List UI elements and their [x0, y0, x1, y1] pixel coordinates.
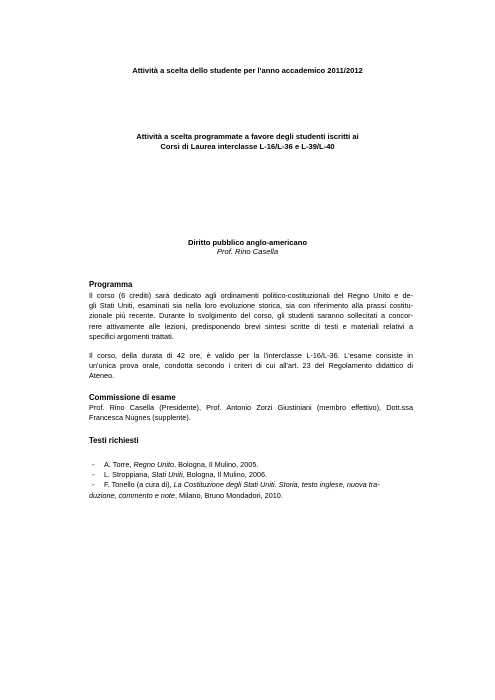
subtitle-line-1: Attività a scelta programmate a favore degli studenti iscritti ai [136, 132, 359, 141]
programma-p1-line: zionale più recente. Durante lo svolgimento del corso, gli studenti saranno sollecitati a concor- [89, 311, 413, 321]
programma-p2-line: Il corso, della durata di 42 ore, è valido per la l'interclasse L-16/L-36. L'esame consiste in [89, 351, 413, 360]
programma-p2-line: un'unica prova orale, condotta secondo i criteri di cui all'art. 23 del Regolamento didattico di [89, 361, 413, 371]
programma-p2-line: Ateneo. [89, 371, 115, 381]
book-author: L. Stroppiana, [104, 470, 152, 480]
testi-heading: Testi richiesti [89, 436, 139, 445]
programma-paragraph-2 [89, 351, 413, 382]
list-item [89, 470, 415, 480]
commissione-heading: Commissione di esame [89, 393, 176, 402]
list-dash: - [92, 460, 95, 469]
programma-heading: Programma [89, 280, 133, 289]
list-dash: - [92, 470, 95, 480]
programma-p1-line: gli Stati Uniti, esaminati sia nella loro evoluzione storica, sia con riferimento alla prassi costitu- [89, 301, 413, 311]
course-professor: Prof. Rino Casella [216, 247, 279, 256]
book-title-continuation: duzione, commento e note [89, 490, 175, 500]
book-title: Stati Uniti [151, 470, 183, 480]
programma-p1-line: Il corso (6 crediti) sarà dedicato agli ordinamenti politico-costituzionali del Regno Unito e de- [89, 291, 413, 300]
programma-paragraph-1 [89, 291, 413, 342]
book-publisher: , Bologna, Il Mulino, 2006. [182, 470, 268, 480]
list-item [89, 460, 415, 470]
commissione-line: Prof. Rino Casella (Presidente), Prof. Antonio Zorzi Giustiniani (membro effettivo), Dott.ssa [89, 403, 413, 412]
testi-list [89, 460, 415, 501]
course-name: Diritto pubblico anglo-americano [188, 238, 307, 247]
book-author: F. Tonello (a cura di), [104, 480, 174, 490]
commissione-text [89, 403, 413, 423]
book-title: Regno Unito [133, 460, 175, 469]
programma-p1-line: rere attivamente alle lezioni, predisponendo brevi sintesi scritte di testi e materiali relativi a [89, 321, 413, 331]
programma-p1-line: specifici argomenti trattati. [89, 331, 174, 341]
document-title: Attività a scelta dello studente per l'anno accademico 2011/2012 [132, 66, 363, 75]
list-item-continuation [89, 491, 415, 501]
commissione-line: Francesca Nugnes (supplente). [89, 413, 191, 423]
subtitle-line-2: Corsi di Laurea interclasse L-16/L-36 e L-39/L-40 [160, 142, 335, 151]
book-title: La Costituzione degli Stati Uniti. Storia, testo inglese, nuova tra- [173, 480, 380, 490]
book-publisher: , Bologna, Il Mulino, 2005. [174, 460, 259, 469]
book-publisher: , Milano, Bruno Mondadori, 2010. [175, 490, 283, 500]
list-dash: - [92, 480, 95, 490]
book-author: A. Torre, [104, 460, 134, 469]
list-item [89, 480, 415, 490]
